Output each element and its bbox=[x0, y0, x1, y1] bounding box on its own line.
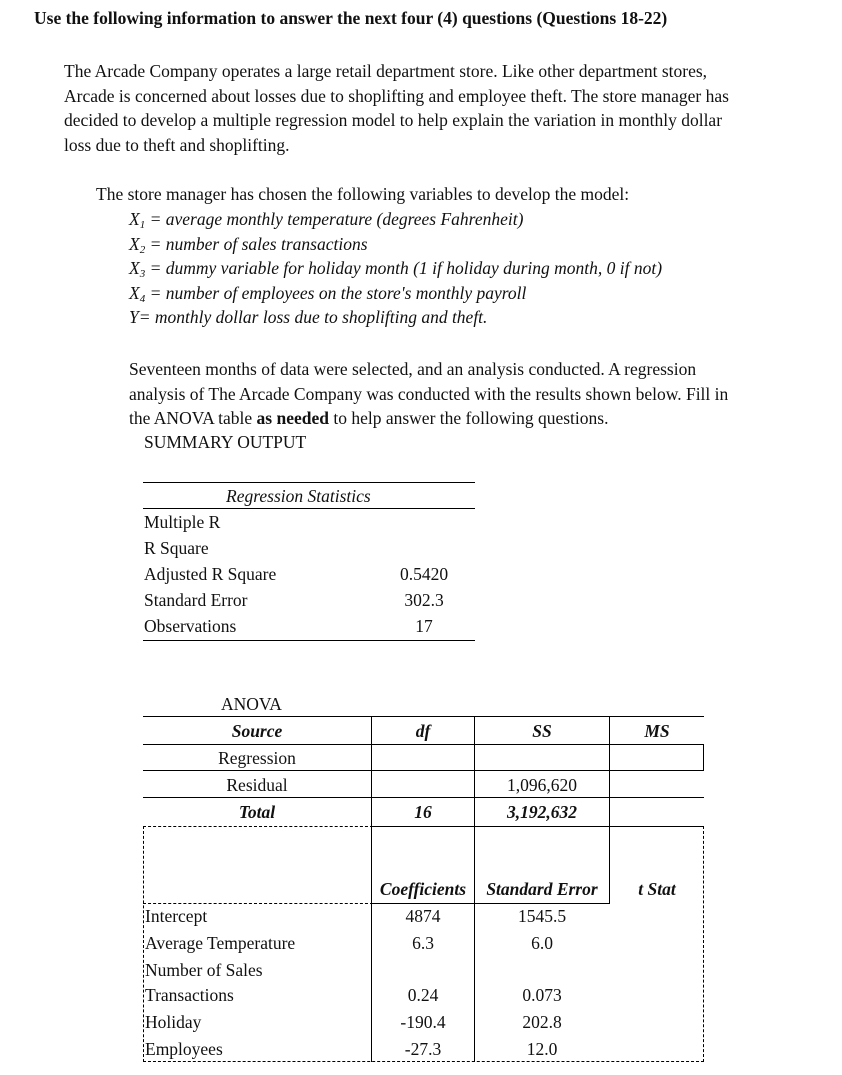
variable-y: Y= monthly dollar loss due to shoplifting and theft. bbox=[129, 307, 488, 327]
intro-line: loss due to theft and shoplifting. bbox=[64, 134, 290, 155]
coef-standard-error: 0.073 bbox=[522, 985, 562, 1005]
stat-value: 302.3 bbox=[404, 590, 444, 610]
analysis-paragraph bbox=[129, 357, 728, 431]
coef-standard-error: 6.0 bbox=[531, 933, 553, 953]
variable-x3: $X_3$ = dummy variable for holiday month (1 if holiday during month, 0 if not) bbox=[129, 258, 663, 280]
stat-value: 0.5420 bbox=[399, 564, 449, 584]
variables-lead: The store manager has chosen the following variables to develop the model: bbox=[96, 184, 630, 204]
coef-value: 6.3 bbox=[412, 933, 434, 953]
coef-label-average-temperature: Average Temperature bbox=[145, 933, 296, 953]
stat-label: Standard Error bbox=[144, 590, 248, 610]
anova-header-source: Source bbox=[231, 721, 283, 741]
coef-standard-error: 202.8 bbox=[522, 1012, 562, 1032]
variable-x2: $X_2$ = number of sales transactions bbox=[129, 233, 368, 256]
coef-label-number-of-sales: Number of Sales bbox=[145, 960, 263, 980]
anova-ss-total: 3,192,632 bbox=[507, 802, 577, 822]
analysis-line: the ANOVA table as needed to help answer the following questions. bbox=[129, 408, 609, 428]
anova-source-residual: Residual bbox=[226, 775, 288, 795]
stat-label: R Square bbox=[144, 538, 209, 558]
stat-label: Adjusted R Square bbox=[144, 564, 277, 584]
intro-line: decided to develop a multiple regression model to help explain the variation in monthly dollar bbox=[64, 110, 723, 130]
coef-standard-error: 12.0 bbox=[526, 1039, 558, 1059]
intro-line: The Arcade Company operates a large retail department store. Like other department stores, bbox=[64, 61, 708, 81]
regression-statistics-title: Regression Statistics bbox=[226, 486, 371, 506]
coef-label-intercept: Intercept bbox=[145, 906, 208, 926]
intro-paragraph bbox=[64, 59, 729, 157]
coef-value: -27.3 bbox=[404, 1039, 442, 1059]
coef-label-transactions: Transactions bbox=[145, 985, 234, 1005]
anova-df-total: 16 bbox=[414, 802, 432, 822]
coef-value: 0.24 bbox=[407, 985, 439, 1005]
stat-label: Observations bbox=[144, 616, 237, 636]
coef-header-t-stat: t Stat bbox=[638, 879, 676, 899]
analysis-line: Seventeen months of data were selected, and an analysis conducted. A regression bbox=[129, 359, 697, 379]
coef-header-standard-error: Standard Error bbox=[486, 879, 598, 899]
anova-source-total: Total bbox=[238, 802, 276, 822]
analysis-line: analysis of The Arcade Company was conducted with the results shown below. Fill in bbox=[129, 383, 729, 404]
anova-title: ANOVA bbox=[221, 694, 282, 714]
variable-x1: $X_1$ = average monthly temperature (degrees Fahrenheit) bbox=[129, 209, 524, 231]
intro-line: Arcade is concerned about losses due to shoplifting and employee theft. The store manager has bbox=[64, 85, 729, 106]
coef-label-holiday: Holiday bbox=[145, 1012, 202, 1032]
coef-standard-error: 1545.5 bbox=[517, 906, 567, 926]
coef-header-coefficients: Coefficients bbox=[379, 879, 467, 899]
anova-header-df: df bbox=[415, 721, 431, 741]
stat-label: Multiple R bbox=[144, 512, 221, 532]
summary-output-title: SUMMARY OUTPUT bbox=[144, 432, 307, 452]
variables-list bbox=[129, 207, 662, 330]
coef-label-employees: Employees bbox=[145, 1039, 223, 1059]
coef-value: -190.4 bbox=[400, 1012, 446, 1032]
variable-x4: $X_4$ = number of employees on the store's monthly payroll bbox=[129, 282, 527, 305]
anova-ss-residual: 1,096,620 bbox=[507, 775, 577, 795]
anova-source-regression: Regression bbox=[218, 748, 296, 768]
anova-header-ss: SS bbox=[532, 721, 552, 741]
question-heading: Use the following information to answer the next four (4) questions (Questions 18-22) bbox=[34, 8, 668, 28]
coef-value: 4874 bbox=[405, 906, 441, 926]
stat-value: 17 bbox=[415, 616, 433, 636]
anova-header-ms: MS bbox=[644, 721, 670, 741]
